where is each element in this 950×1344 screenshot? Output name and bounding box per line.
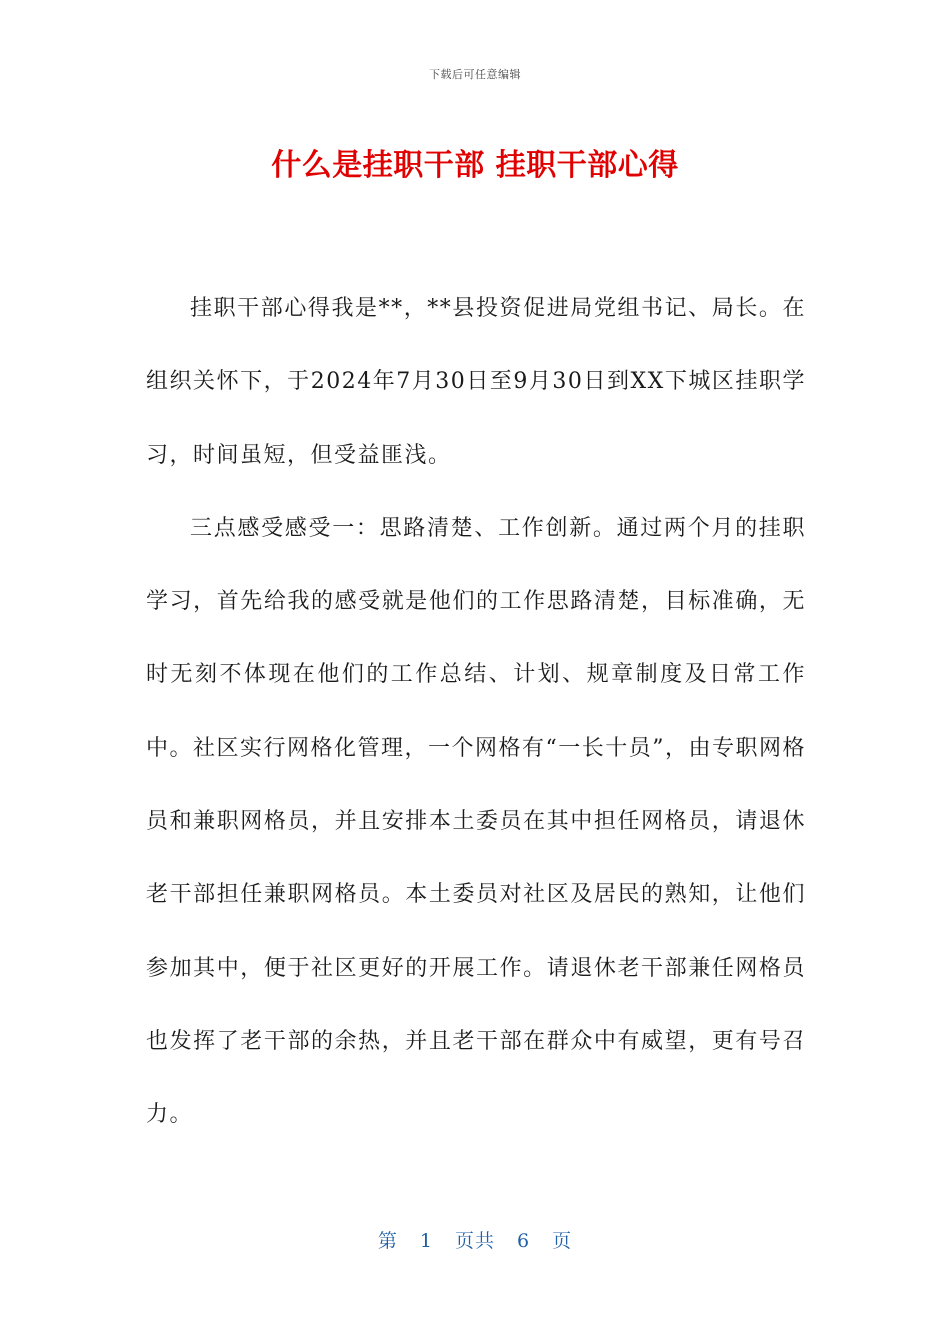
document-body: [146, 272, 806, 1152]
page-footer: [0, 1226, 950, 1253]
footer-suffix: 页: [552, 1230, 573, 1252]
header-note: 下载后可任意编辑: [429, 68, 521, 81]
document-title: 什么是挂职干部 挂职干部心得: [271, 148, 679, 183]
paragraph-intro: 挂职干部心得我是**，**县投资促进局党组书记、局长。在组织关怀下，于2024年7月30日至9月30日到XX下城区挂职学习，时间虽短，但受益匪浅。: [146, 296, 806, 468]
footer-total-pages: 6: [517, 1230, 531, 1252]
footer-prefix: 第: [377, 1230, 398, 1252]
footer-middle: 页共: [454, 1230, 495, 1252]
paragraph-feelings: 三点感受感受一：思路清楚、工作创新。通过两个月的挂职学习，首先给我的感受就是他们的工作思路清楚，目标准确，无时无刻不体现在他们的工作总结、计划、规章制度及日常工作中。社区实行网格化管理，一个网格有“一长十员”，由专职网格员和兼职网格员，并且安排本土委员在其中担任网格员，请退休老干部担任兼职网格员。本土委员对社区及居民的熟知，让他们参加其中，便于社区更好的开展工作。请退休老干部兼任网格员也发挥了老干部的余热，并且老干部在群众中有威望，更有号召力。: [146, 515, 806, 1128]
footer-current-page: 1: [419, 1230, 433, 1252]
